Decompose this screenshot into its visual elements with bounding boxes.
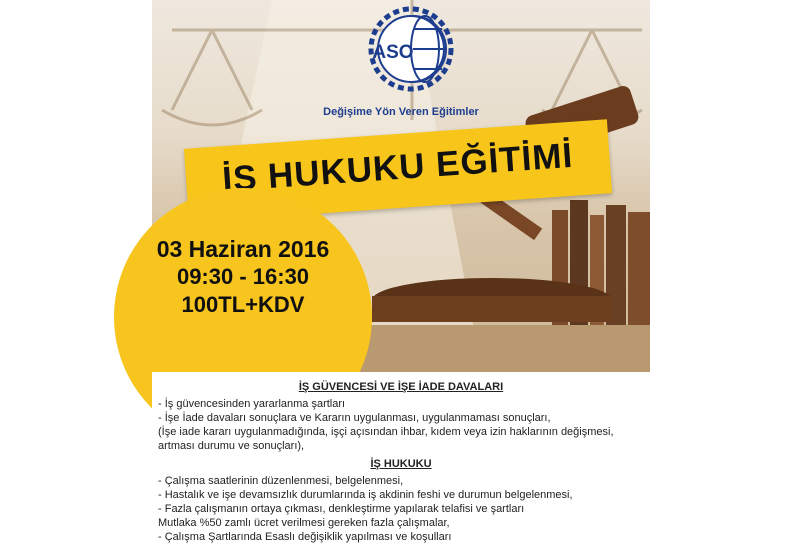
list-item: - İş güvencesinden yararlanma şartları xyxy=(158,398,346,410)
section-title-job-security: İŞ GÜVENCESİ VE İŞE İADE DAVALARI xyxy=(298,381,504,393)
tagline: Değişime Yön Veren Eğitimler xyxy=(323,106,479,118)
poster-hero xyxy=(152,0,650,372)
event-price: 100TL+KDV xyxy=(181,292,305,317)
training-title: İŞ HUKUKU EĞİTİMİ xyxy=(221,135,575,200)
list-item: Mutlaka %50 zamlı ücret verilmesi gereken fazla çalışmalar, xyxy=(158,517,450,529)
list-item: - İşe İade davaları sonuçlara ve Kararın uygulanması, uygulanmaması sonuçları, xyxy=(158,412,551,424)
course-details xyxy=(152,372,650,543)
list-item: - Çalışma Şartlarında Esaslı değişiklik yapılması ve koşulları xyxy=(158,531,452,543)
list-item: - Fazla çalışmanın ortaya çıkması, denkleştirme yapılarak telafisi ve şartları xyxy=(158,503,525,515)
svg-text:ASO: ASO xyxy=(372,42,414,63)
section-title-labor-law: İŞ HUKUKU xyxy=(370,458,432,470)
list-item: artması durumu ve sonuçları), xyxy=(158,440,305,452)
aso-globe-gear-logo xyxy=(363,6,459,92)
list-item: (İşe iade kararı uygulanmadığında, işçi açısından ihbar, kıdem veya izin haklarının değişmesi, xyxy=(158,426,614,438)
event-time: 09:30 - 16:30 xyxy=(176,264,310,289)
event-date: 03 Haziran 2016 xyxy=(156,236,330,262)
event-details xyxy=(114,235,372,319)
list-item: - Hastalık ve işe devamsızlık durumlarında iş akdinin feshi ve durumun belgelenmesi, xyxy=(158,489,573,501)
training-poster xyxy=(152,0,650,543)
list-item: - Çalışma saatlerinin düzenlenmesi, belgelenmesi, xyxy=(158,475,404,487)
